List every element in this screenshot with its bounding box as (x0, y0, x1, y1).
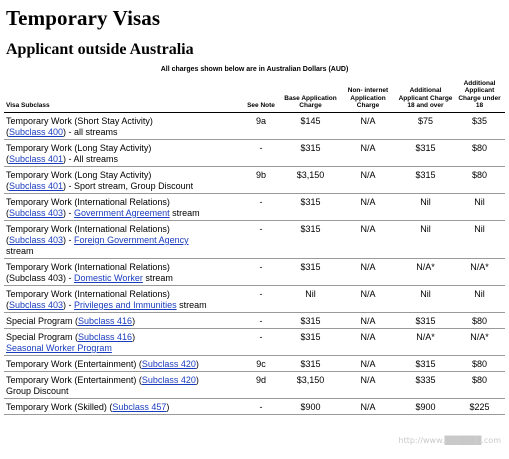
visa-subclass-link[interactable]: Subclass 457 (112, 401, 167, 412)
non-internet-charge-cell: N/A (339, 166, 397, 193)
table-row (4, 258, 505, 285)
non-internet-charge-cell: N/A (339, 328, 397, 355)
visa-subclass-link[interactable]: Foreign Government Agency (74, 234, 189, 245)
visa-subclass-link[interactable]: Subclass 401 (9, 153, 64, 164)
table-row (4, 166, 505, 193)
visa-subclass-text: ) (132, 331, 136, 342)
base-charge-cell: $315 (282, 312, 339, 328)
visa-subclass-text: Temporary Work (Short Stay Activity) (6, 115, 153, 126)
non-internet-charge-cell: N/A (339, 355, 397, 371)
table-row (4, 285, 505, 312)
table-row (4, 312, 505, 328)
additional-18-over-cell: $75 (397, 112, 454, 139)
visa-subclass-text: stream (6, 245, 34, 256)
additional-under-18-cell: $80 (454, 371, 505, 398)
table-row (4, 193, 505, 220)
visa-subclass-text: Temporary Work (International Relations) (6, 261, 170, 272)
additional-18-over-cell: Nil (397, 193, 454, 220)
non-internet-charge-cell: N/A (339, 139, 397, 166)
additional-under-18-cell: $225 (454, 398, 505, 414)
visa-subclass-text: Temporary Work (Entertainment) ( (6, 358, 142, 369)
visa-subclass-cell (4, 139, 240, 166)
visa-subclass-cell (4, 112, 240, 139)
visa-subclass-text: ( (6, 234, 9, 245)
visa-subclass-link[interactable]: Subclass 416 (78, 315, 133, 326)
visa-subclass-link[interactable]: Subclass 400 (9, 126, 64, 137)
header-additional-18-over: Additional Applicant Charge 18 and over (397, 80, 454, 112)
base-charge-cell: $315 (282, 193, 339, 220)
visa-subclass-cell (4, 166, 240, 193)
see-note-cell: 9c (240, 355, 282, 371)
additional-under-18-cell: $80 (454, 166, 505, 193)
base-charge-cell: $900 (282, 398, 339, 414)
see-note-cell: - (240, 220, 282, 258)
header-visa-subclass: Visa Subclass (4, 80, 240, 112)
header-non-internet-charge: Non- internet Application Charge (339, 80, 397, 112)
table-row (4, 220, 505, 258)
visa-subclass-link[interactable]: Subclass 403 (9, 234, 64, 245)
visa-subclass-link[interactable]: Government Agreement (74, 207, 170, 218)
base-charge-cell: $145 (282, 112, 339, 139)
visa-subclass-link[interactable]: Subclass 420 (141, 374, 196, 385)
header-see-note: See Note (240, 80, 282, 112)
visa-subclass-cell (4, 285, 240, 312)
visa-subclass-text: Temporary Work (Skilled) ( (6, 401, 113, 412)
visa-subclass-cell (4, 371, 240, 398)
visa-charges-table (4, 80, 505, 415)
non-internet-charge-cell: N/A (339, 398, 397, 414)
visa-subclass-text: Temporary Work (International Relations) (6, 196, 170, 207)
visa-subclass-link[interactable]: Subclass 403 (9, 299, 64, 310)
base-charge-cell: $315 (282, 139, 339, 166)
page-title: Temporary Visas (6, 6, 161, 30)
visa-subclass-text: ) (132, 315, 136, 326)
visa-subclass-text: ) - all streams (63, 126, 118, 137)
visa-subclass-text: Special Program ( (6, 315, 79, 326)
additional-18-over-cell: Nil (397, 285, 454, 312)
visa-subclass-text: stream (142, 272, 173, 283)
see-note-cell: - (240, 328, 282, 355)
additional-18-over-cell: $315 (397, 355, 454, 371)
additional-under-18-cell: $80 (454, 312, 505, 328)
header-base-charge: Base Application Charge (282, 80, 339, 112)
see-note-cell: - (240, 285, 282, 312)
visa-subclass-link[interactable]: Subclass 420 (141, 358, 196, 369)
visa-subclass-link[interactable]: Domestic Worker (74, 272, 143, 283)
visa-subclass-text: ) (166, 401, 170, 412)
see-note-cell: 9d (240, 371, 282, 398)
additional-18-over-cell: $335 (397, 371, 454, 398)
base-charge-cell: $315 (282, 328, 339, 355)
additional-18-over-cell: N/A* (397, 258, 454, 285)
table-row (4, 328, 505, 355)
visa-subclass-cell (4, 258, 240, 285)
visa-subclass-cell (4, 328, 240, 355)
visa-subclass-link[interactable]: Subclass 416 (78, 331, 133, 342)
additional-18-over-cell: $315 (397, 139, 454, 166)
additional-under-18-cell: Nil (454, 193, 505, 220)
see-note-cell: - (240, 193, 282, 220)
visa-subclass-text: Temporary Work (International Relations) (6, 223, 170, 234)
section-subtitle: Applicant outside Australia (6, 41, 194, 58)
header-additional-under-18: Additional Applicant Charge under 18 (454, 80, 505, 112)
visa-subclass-link[interactable]: Privileges and Immunities (74, 299, 177, 310)
base-charge-cell: $315 (282, 355, 339, 371)
additional-under-18-cell: Nil (454, 220, 505, 258)
visa-subclass-text: Temporary Work (Long Stay Activity) (6, 142, 152, 153)
additional-under-18-cell: $80 (454, 355, 505, 371)
table-header-row (4, 80, 505, 112)
visa-subclass-text: Temporary Work (Entertainment) ( (6, 374, 142, 385)
non-internet-charge-cell: N/A (339, 193, 397, 220)
visa-subclass-link[interactable]: Seasonal Worker Program (6, 342, 112, 353)
non-internet-charge-cell: N/A (339, 220, 397, 258)
visa-subclass-text: ( (6, 207, 9, 218)
additional-under-18-cell: $35 (454, 112, 505, 139)
currency-note: All charges shown below are in Australian Dollars (AUD) (160, 66, 349, 73)
table-row (4, 112, 505, 139)
base-charge-cell: $315 (282, 220, 339, 258)
see-note-cell: 9a (240, 112, 282, 139)
non-internet-charge-cell: N/A (339, 112, 397, 139)
table-body (4, 112, 505, 414)
additional-under-18-cell: N/A* (454, 258, 505, 285)
visa-subclass-text: ( (6, 180, 9, 191)
visa-subclass-text: Temporary Work (International Relations) (6, 288, 170, 299)
additional-under-18-cell: $80 (454, 139, 505, 166)
non-internet-charge-cell: N/A (339, 371, 397, 398)
visa-subclass-link[interactable]: Subclass 403 (9, 207, 64, 218)
additional-18-over-cell: $900 (397, 398, 454, 414)
visa-subclass-text: ) - Sport stream, Group Discount (63, 180, 194, 191)
non-internet-charge-cell: N/A (339, 258, 397, 285)
watermark: http://www.██████.com (398, 436, 501, 445)
additional-18-over-cell: Nil (397, 220, 454, 258)
visa-subclass-text: (Subclass 403) - (6, 272, 75, 283)
additional-18-over-cell: $315 (397, 312, 454, 328)
visa-subclass-text: ) - All streams (63, 153, 119, 164)
see-note-cell: - (240, 139, 282, 166)
visa-subclass-text: ( (6, 153, 9, 164)
visa-subclass-text: Special Program ( (6, 331, 79, 342)
visa-subclass-text: stream (176, 299, 207, 310)
visa-subclass-cell (4, 220, 240, 258)
table-row (4, 398, 505, 414)
visa-subclass-text: ( (6, 299, 9, 310)
see-note-cell: - (240, 312, 282, 328)
visa-subclass-cell (4, 355, 240, 371)
additional-18-over-cell: $315 (397, 166, 454, 193)
see-note-cell: - (240, 258, 282, 285)
base-charge-cell: $3,150 (282, 371, 339, 398)
additional-18-over-cell: N/A* (397, 328, 454, 355)
see-note-cell: - (240, 398, 282, 414)
visa-subclass-text: Temporary Work (Long Stay Activity) (6, 169, 152, 180)
visa-subclass-text: ) (195, 374, 199, 385)
base-charge-cell: $3,150 (282, 166, 339, 193)
base-charge-cell: Nil (282, 285, 339, 312)
visa-subclass-text: ) - (63, 299, 75, 310)
table-row (4, 371, 505, 398)
visa-subclass-text: ( (6, 126, 9, 137)
see-note-cell: 9b (240, 166, 282, 193)
visa-subclass-text: ) - (63, 207, 75, 218)
visa-subclass-cell (4, 398, 240, 414)
visa-subclass-text: ) (195, 358, 199, 369)
non-internet-charge-cell: N/A (339, 312, 397, 328)
visa-subclass-cell (4, 312, 240, 328)
base-charge-cell: $315 (282, 258, 339, 285)
additional-under-18-cell: Nil (454, 285, 505, 312)
visa-subclass-link[interactable]: Subclass 401 (9, 180, 64, 191)
table-row (4, 139, 505, 166)
visa-subclass-text: Group Discount (6, 385, 69, 396)
visa-subclass-cell (4, 193, 240, 220)
non-internet-charge-cell: N/A (339, 285, 397, 312)
table-row (4, 355, 505, 371)
additional-under-18-cell: N/A* (454, 328, 505, 355)
visa-subclass-text: ) - (63, 234, 75, 245)
visa-subclass-text: stream (169, 207, 200, 218)
